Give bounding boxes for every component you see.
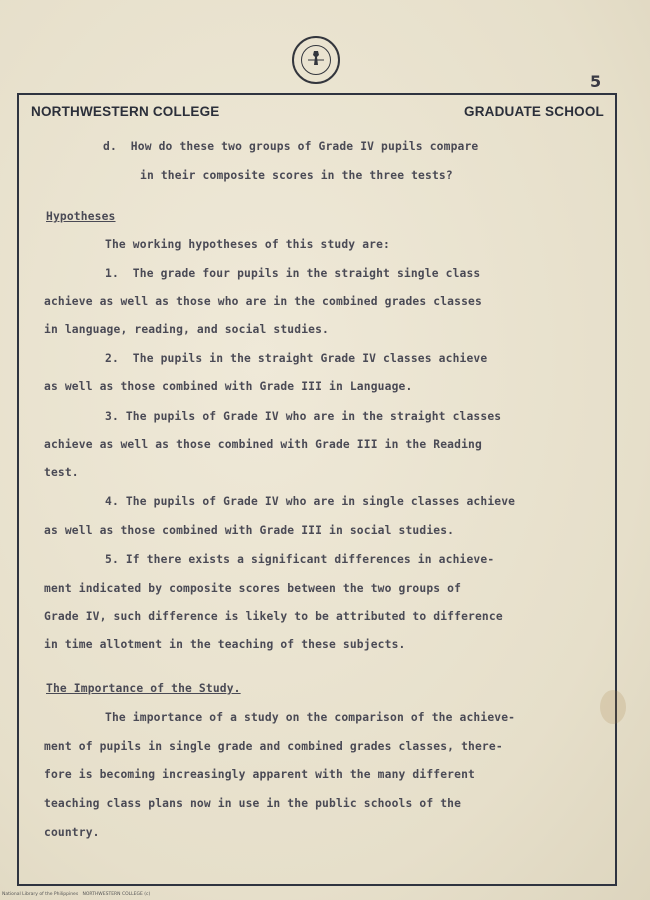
hypothesis-1-line: achieve as well as those who are in the combined grades classes xyxy=(44,295,482,308)
header-college-name: NORTHWESTERN COLLEGE xyxy=(31,104,220,119)
hypothesis-3-line: achieve as well as those combined with Grade III in the Reading xyxy=(44,438,482,451)
hypothesis-4-line: 4. The pupils of Grade IV who are in single classes achieve xyxy=(105,495,516,508)
importance-line: fore is becoming increasingly apparent with the many different xyxy=(44,768,475,781)
seal-emblem-icon xyxy=(294,38,338,82)
question-4-line: in their composite scores in the three tests? xyxy=(140,169,453,182)
hypothesis-5-line: Grade IV, such difference is likely to be attributed to difference xyxy=(44,610,503,623)
hypothesis-4-line: as well as those combined with Grade III in social studies. xyxy=(44,524,455,537)
college-seal xyxy=(292,36,340,84)
hypothesis-5-line: in time allotment in the teaching of these subjects. xyxy=(44,638,406,651)
hypothesis-3-line: 3. The pupils of Grade IV who are in the straight classes xyxy=(105,410,502,423)
importance-line: The importance of a study on the comparison of the achieve- xyxy=(105,711,516,724)
hypothesis-2-line: 2. The pupils in the straight Grade IV classes achieve xyxy=(105,352,488,365)
hypotheses-heading: Hypotheses xyxy=(46,210,116,223)
hypothesis-5-line: ment indicated by composite scores between the two groups of xyxy=(44,582,462,595)
hypothesis-3-line: test. xyxy=(44,466,79,479)
hypothesis-1-line: 1. The grade four pupils in the straight single class xyxy=(105,267,481,280)
question-4-line: d. How do these two groups of Grade IV pupils compare xyxy=(103,140,479,153)
hypothesis-2-line: as well as those combined with Grade III in Language. xyxy=(44,380,413,393)
importance-line: teaching class plans now in use in the public schools of the xyxy=(44,797,462,810)
hypotheses-intro: The working hypotheses of this study are: xyxy=(105,238,391,251)
importance-line: ment of pupils in single grade and combined grades classes, there- xyxy=(44,740,503,753)
paper-stain xyxy=(600,690,626,724)
importance-line: country. xyxy=(44,826,100,839)
hypothesis-5-line: 5. If there exists a significant differences in achieve- xyxy=(105,553,495,566)
importance-heading: The Importance of the Study. xyxy=(46,682,241,695)
archive-footer: National Library of the Philippines NORTHWESTERN COLLEGE (c) xyxy=(2,892,151,897)
header-school-name: GRADUATE SCHOOL xyxy=(464,104,604,119)
page-number: 5 xyxy=(590,72,602,91)
hypothesis-1-line: in language, reading, and social studies. xyxy=(44,323,330,336)
